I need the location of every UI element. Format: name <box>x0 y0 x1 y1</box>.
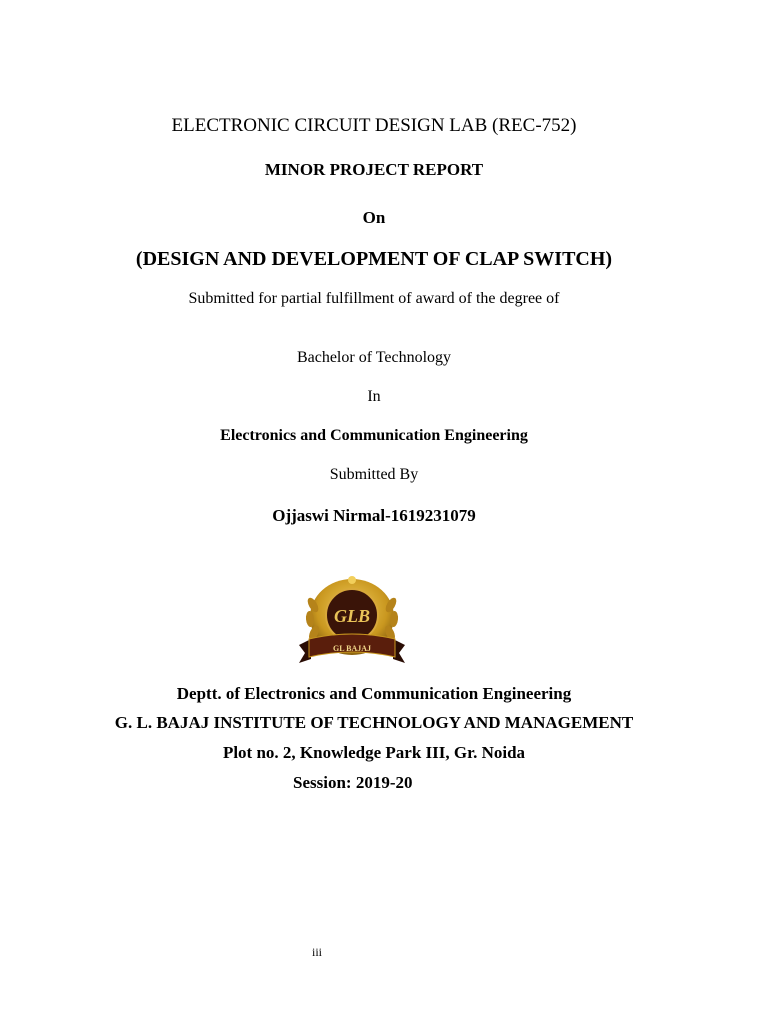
logo-ribbon <box>299 634 405 663</box>
lab-title: ELECTRONIC CIRCUIT DESIGN LAB (REC-752) <box>171 115 577 136</box>
gl-bajaj-logo <box>297 575 407 665</box>
session: Session: 2019-20 <box>293 773 413 792</box>
institute-name: G. L. BAJAJ INSTITUTE OF TECHNOLOGY AND MANAGEMENT <box>114 713 634 732</box>
degree-name: Bachelor of Technology <box>296 349 452 366</box>
submitted-by-label: Submitted By <box>329 466 419 483</box>
branch-name: Electronics and Communication Engineering <box>220 427 528 444</box>
student-name: Ojjaswi Nirmal-1619231079 <box>272 506 476 525</box>
logo-graphic <box>297 575 407 665</box>
project-title: (DESIGN AND DEVELOPMENT OF CLAP SWITCH) <box>135 248 613 270</box>
institute-address: Plot no. 2, Knowledge Park III, Gr. Noida <box>222 743 526 762</box>
logo-ribbon-text: GL BAJAJ <box>332 644 372 653</box>
department-name: Deptt. of Electronics and Communication Engineering <box>176 684 572 703</box>
report-type: MINOR PROJECT REPORT <box>264 160 484 179</box>
logo-monogram: GLB <box>334 606 370 626</box>
submission-text: Submitted for partial fulfillment of award of the degree of <box>188 290 560 307</box>
page-number: iii <box>312 945 323 959</box>
on-label: On <box>362 208 386 227</box>
in-label: In <box>367 388 381 405</box>
